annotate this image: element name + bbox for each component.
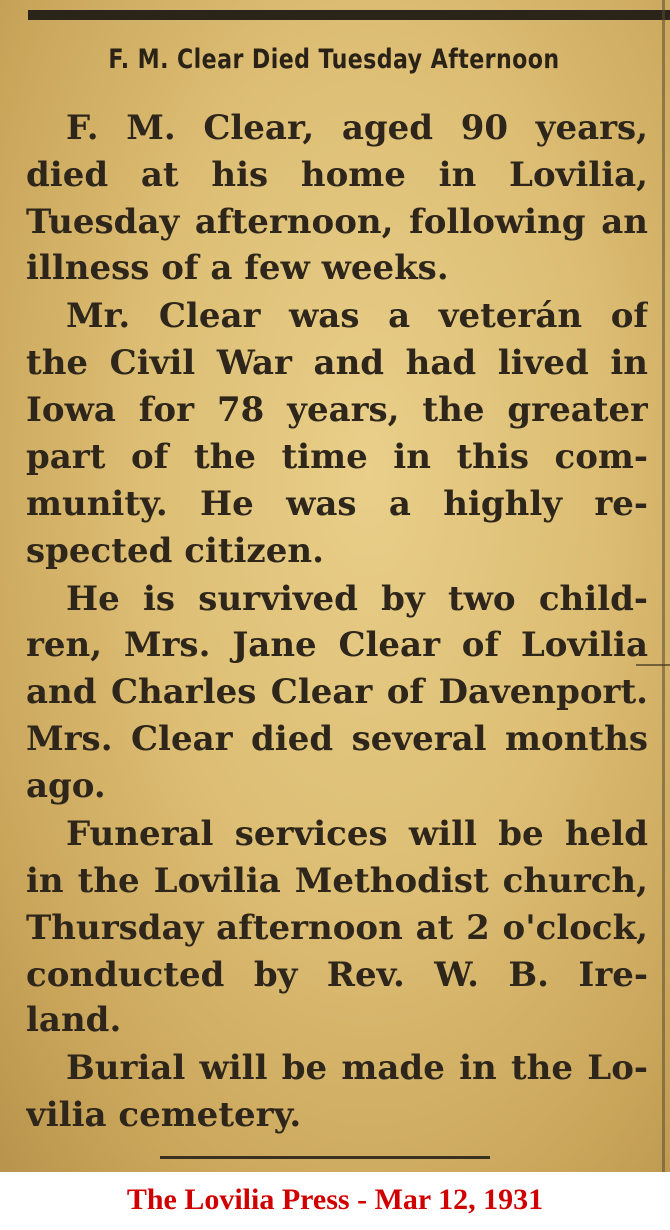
p1-line-4: illness of a few weeks. <box>26 248 449 288</box>
p3-line-1: He is survived by two child- <box>66 579 648 619</box>
p1-line-3: Tuesday afternoon, following an <box>26 202 648 242</box>
headline: F. M. Clear Died Tuesday Afternoon <box>108 44 560 75</box>
p4-line-2: in the Lovilia Methodist church, <box>26 861 648 901</box>
p5-line-2: vilia cemetery. <box>26 1095 302 1135</box>
p3-line-5: ago. <box>26 766 106 806</box>
p2-line-3: Iowa for 78 years, the greater <box>26 390 648 430</box>
p2-line-2: the Civil War and had lived in <box>26 343 648 383</box>
p2-line-1: Mr. Clear was a veterán of <box>66 296 648 336</box>
p5-line-1: Burial will be made in the Lo- <box>66 1048 648 1088</box>
p3-line-3: and Charles Clear of Davenport. <box>26 672 648 712</box>
p2-line-6: spected citizen. <box>26 531 324 571</box>
p2-line-5: munity. He was a highly re- <box>26 484 648 524</box>
bottom-rule <box>160 1156 490 1159</box>
p2-line-4: part of the time in this com- <box>26 437 648 477</box>
p1-line-1: F. M. Clear, aged 90 years, <box>66 108 648 148</box>
p3-line-4: Mrs. Clear died several months <box>26 719 648 759</box>
p1-line-2: died at his home in Lovilia, <box>26 155 648 195</box>
p4-line-3: Thursday afternoon at 2 o'clock, <box>26 908 648 948</box>
column-rule <box>662 0 665 1172</box>
p4-line-1: Funeral services will be held <box>66 814 648 854</box>
source-caption: The Lovilia Press - Mar 12, 1931 <box>126 1183 544 1216</box>
p4-line-5: land. <box>26 1000 122 1040</box>
top-rule <box>28 10 670 20</box>
p3-line-2: ren, Mrs. Jane Clear of Lovilia <box>26 625 648 665</box>
p4-line-4: conducted by Rev. W. B. Ire- <box>26 955 648 995</box>
